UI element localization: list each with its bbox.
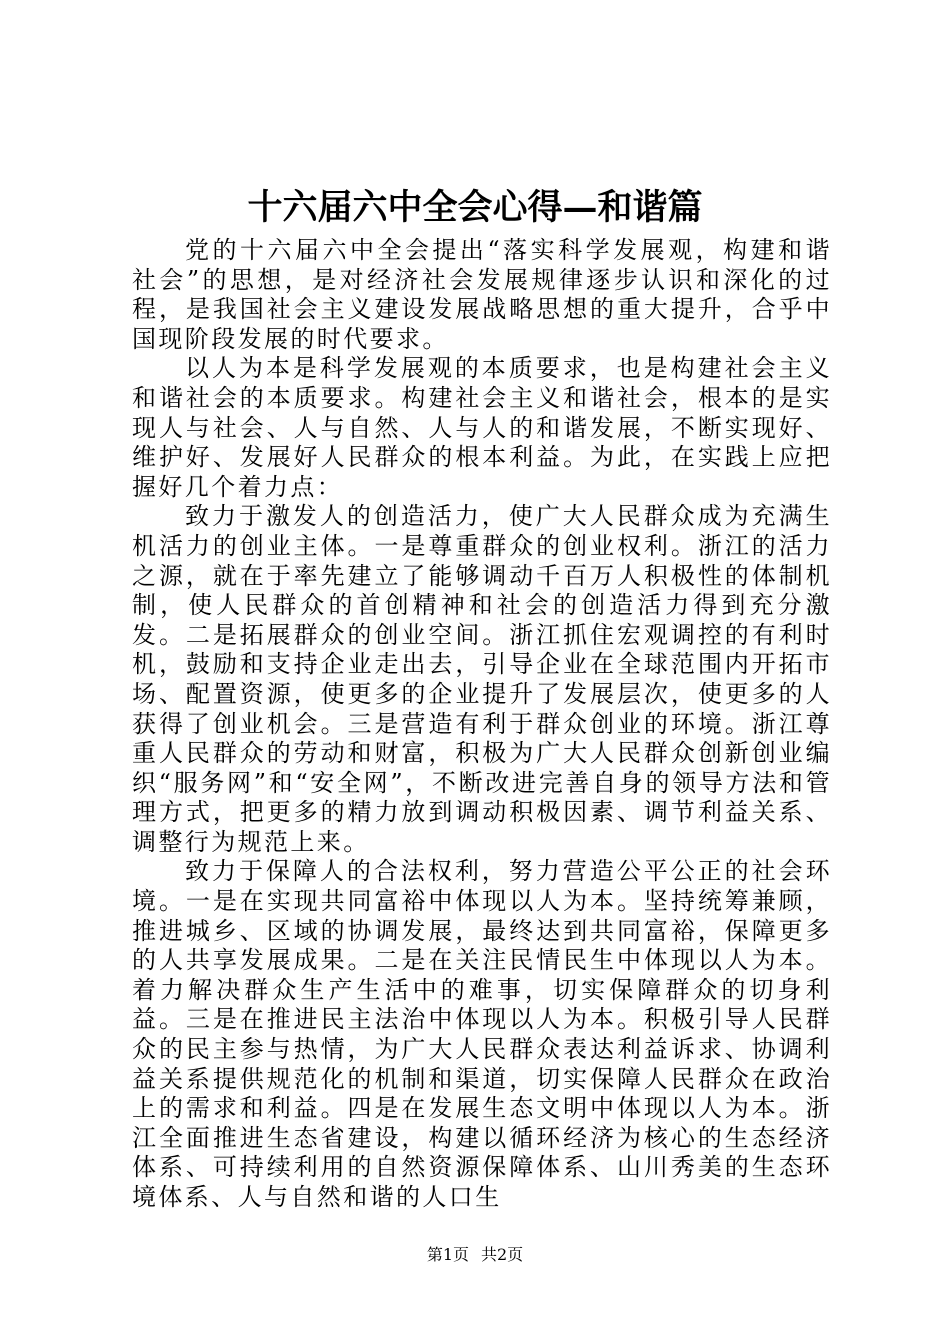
paragraph-4: 致力于保障人的合法权利，努力营造公平公正的社会环境。一是在实现共同富裕中体现以人为本。坚持统筹兼顾，推进城乡、区域的协调发展，最终达到共同富裕，保障更多的人共享发展成果。二是在关注民情民生中体现以人为本。着力解决群众生产生活中的难事，切实保障群众的切身利益。三是在推进民主法治中体现以人为本。积极引导人民群众的民主参与热情，为广大人民群众表达利益诉求、协调利益关系提供规范化的机制和渠道，切实保障人民群众在政治上的需求和利益。四是在发展生态文明中体现以人为本。浙江全面推进生态省建设，构建以循环经济为核心的生态经济体系、可持续利用的自然资源保障体系、山川秀美的生态环境体系、人与自然和谐的人口生 xyxy=(132,857,832,1211)
paragraph-3: 致力于激发人的创造活力，使广大人民群众成为充满生机活力的创业主体。一是尊重群众的创业权利。浙江的活力之源，就在于率先建立了能够调动千百万人积极性的体制机制，使人民群众的首创精神和社会的创造活力得到充分激发。二是拓展群众的创业空间。浙江抓住宏观调控的有利时机，鼓励和支持企业走出去，引导企业在全球范围内开拓市场、配置资源，使更多的企业提升了发展层次，使更多的人获得了创业机会。三是营造有利于群众创业的环境。浙江尊重人民群众的劳动和财富，积极为广大人民群众创新创业编织“服务网”和“安全网”，不断改进完善自身的领导方法和管理方式，把更多的精力放到调动积极因素、调节利益关系、调整行为规范上来。 xyxy=(132,502,832,856)
document-title: 十六届六中全会心得—和谐篇 xyxy=(247,187,703,228)
page-number: 第1页 xyxy=(426,1245,469,1264)
paragraph-1: 党的十六届六中全会提出“落实科学发展观，构建和谐社会”的思想，是对经济社会发展规律逐步认识和深化的过程，是我国社会主义建设发展战略思想的重大提升，合乎中国现阶段发展的时代要求。 xyxy=(132,236,832,353)
paragraph-2: 以人为本是科学发展观的本质要求，也是构建社会主义和谐社会的本质要求。构建社会主义和谐社会，根本的是实现人与社会、人与自然、人与人的和谐发展，不断实现好、维护好、发展好人民群众的根本利益。为此，在实践上应把握好几个着力点： xyxy=(132,354,832,501)
page-count: 共2页 xyxy=(481,1245,524,1264)
page-footer xyxy=(0,1244,950,1266)
document-body xyxy=(132,236,832,1213)
